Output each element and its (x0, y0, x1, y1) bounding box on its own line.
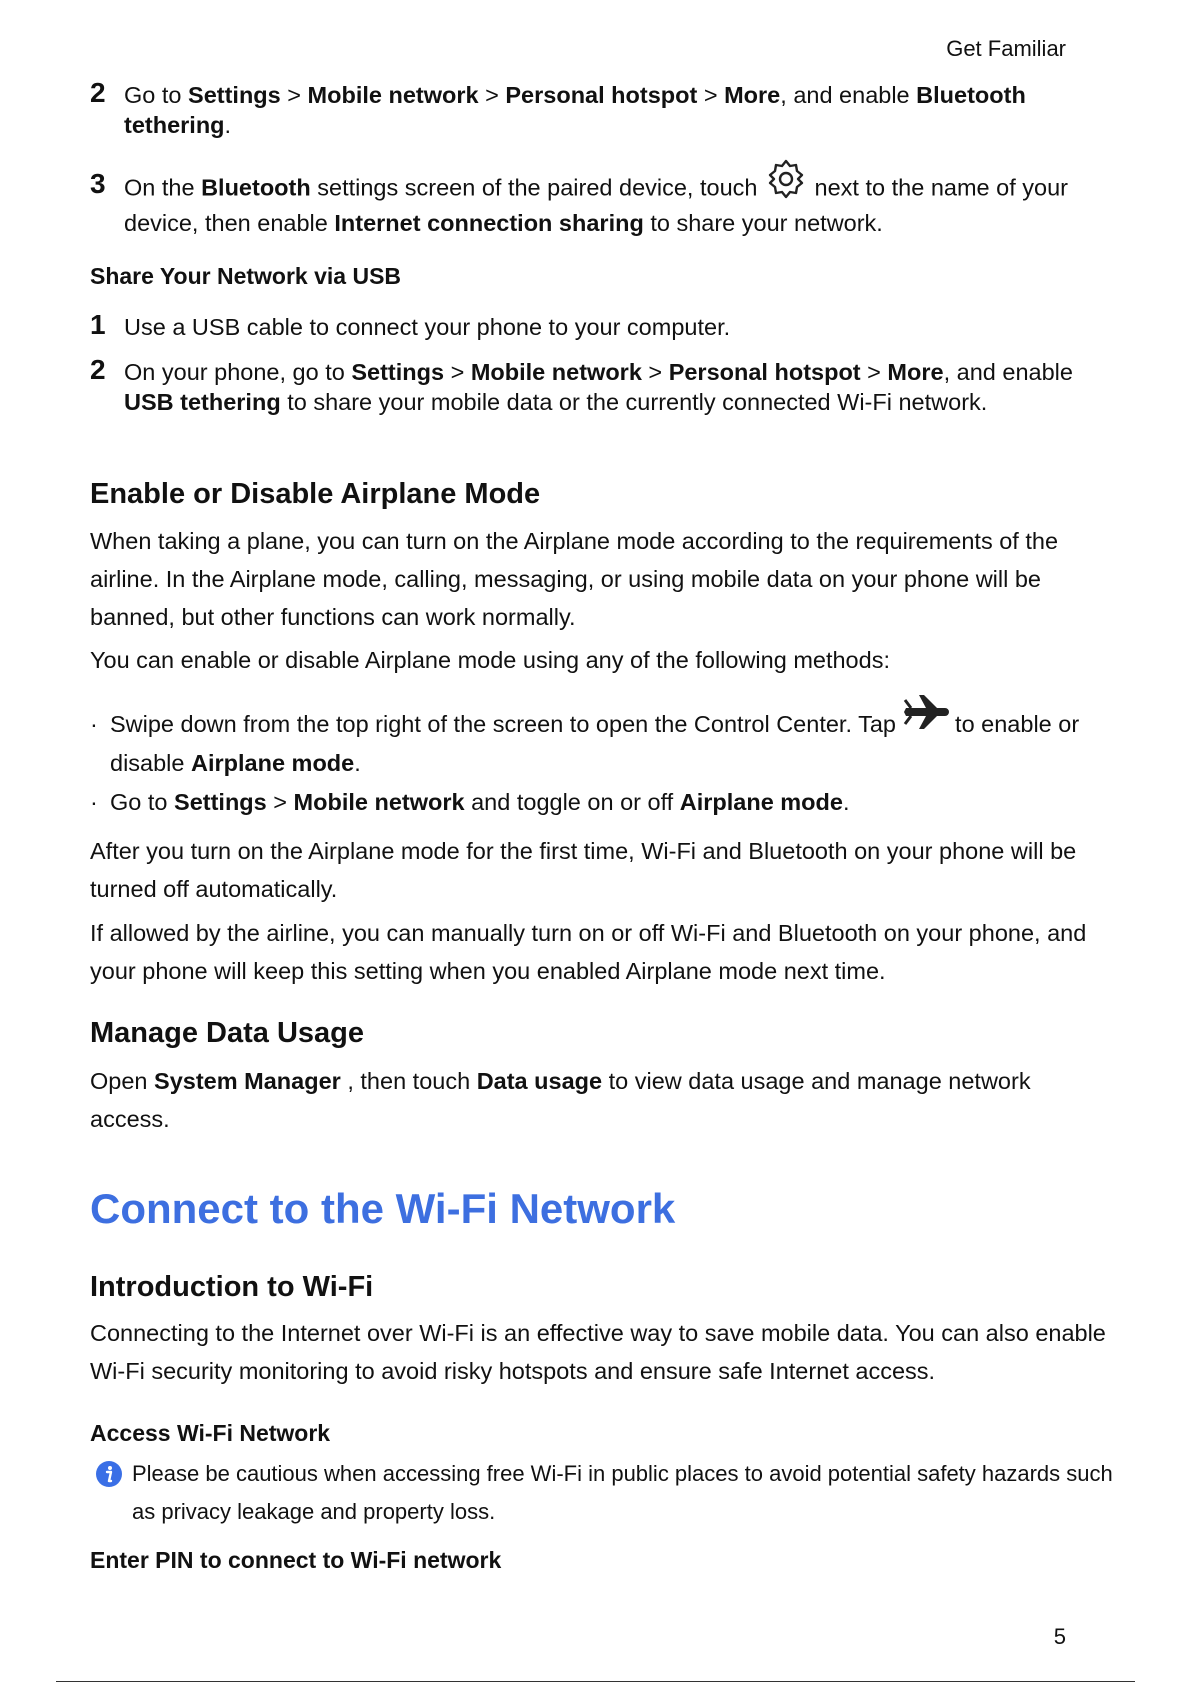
running-header: Get Familiar (946, 36, 1066, 61)
step-text: On your phone, go to Settings > Mobile network > Personal hotspot > More, and enable USB tethering to share your mobile data or the currently connected Wi-Fi network. (124, 359, 1073, 415)
airplane-after-2: If allowed by the airline, you can manually turn on or off Wi-Fi and Bluetooth on your phone, and your phone will keep this setting when you enabled Airplane mode next time. (90, 920, 1087, 984)
data-usage-title: Manage Data Usage (90, 1017, 364, 1049)
step-text: Go to Settings > Mobile network > Personal hotspot > More, and enable Bluetooth tethering. (124, 82, 1026, 138)
chapter-title: Connect to the Wi-Fi Network (90, 1185, 676, 1232)
step-text: Use a USB cable to connect your phone to your computer. (124, 314, 731, 340)
bullet-dot: · (90, 789, 98, 815)
footer-rule (56, 1681, 1135, 1682)
usb-step-1 (90, 309, 1100, 342)
step-number: 1 (90, 309, 106, 340)
bt-step-3 (90, 168, 1100, 238)
airplane-after-1: After you turn on the Airplane mode for the first time, Wi-Fi and Bluetooth on your phone will be turned off automatically. (90, 838, 1077, 902)
wifi-intro-title: Introduction to Wi-Fi (90, 1271, 374, 1303)
step-number: 2 (90, 77, 106, 108)
bullet-dot: · (90, 711, 98, 737)
step-text: On the Bluetooth settings screen of the paired device, touch next to the name of your device, then enable Internet connection sharing to share your network. (124, 171, 1100, 238)
airplane-methods-lead: You can enable or disable Airplane mode using any of the following methods: (90, 647, 890, 673)
airplane-icon (903, 691, 949, 744)
bt-step-2 (90, 77, 1100, 140)
usb-step-2 (90, 354, 1100, 417)
airplane-intro: When taking a plane, you can turn on the Airplane mode according to the requirements of the airline. In the Airplane mode, calling, messaging, or using mobile data on your phone will be banned, but other functions can work normally. (90, 528, 1059, 630)
pin-title: Enter PIN to connect to Wi-Fi network (90, 1547, 502, 1573)
airplane-section-title: Enable or Disable Airplane Mode (90, 478, 541, 510)
info-note (96, 1455, 1116, 1531)
data-usage-text: Open System Manager , then touch Data usage to view data usage and manage network access. (90, 1068, 1031, 1132)
step-number: 3 (90, 168, 106, 199)
wifi-intro-text: Connecting to the Internet over Wi-Fi is an effective way to save mobile data. You can also enable Wi-Fi security monitoring to avoid risky hotspots and ensure safe Internet access. (90, 1320, 1106, 1384)
info-icon (96, 1461, 122, 1487)
usb-section-title: Share Your Network via USB (90, 263, 402, 289)
gear-icon (764, 157, 808, 208)
airplane-bullet-2: · Go to Settings > Mobile network and toggle on or off Airplane mode. (90, 783, 1100, 821)
airplane-bullet-1: · Swipe down from the top right of the screen to open the Control Center. Tap to enable or disable Airplane mode. (90, 705, 1100, 782)
page-number: 5 (1053, 1624, 1066, 1649)
step-number: 2 (90, 354, 106, 385)
access-wifi-title: Access Wi-Fi Network (90, 1420, 331, 1446)
note-text: Please be cautious when accessing free Wi-Fi in public places to avoid potential safety hazards such as privacy leakage and property loss. (132, 1461, 1113, 1524)
